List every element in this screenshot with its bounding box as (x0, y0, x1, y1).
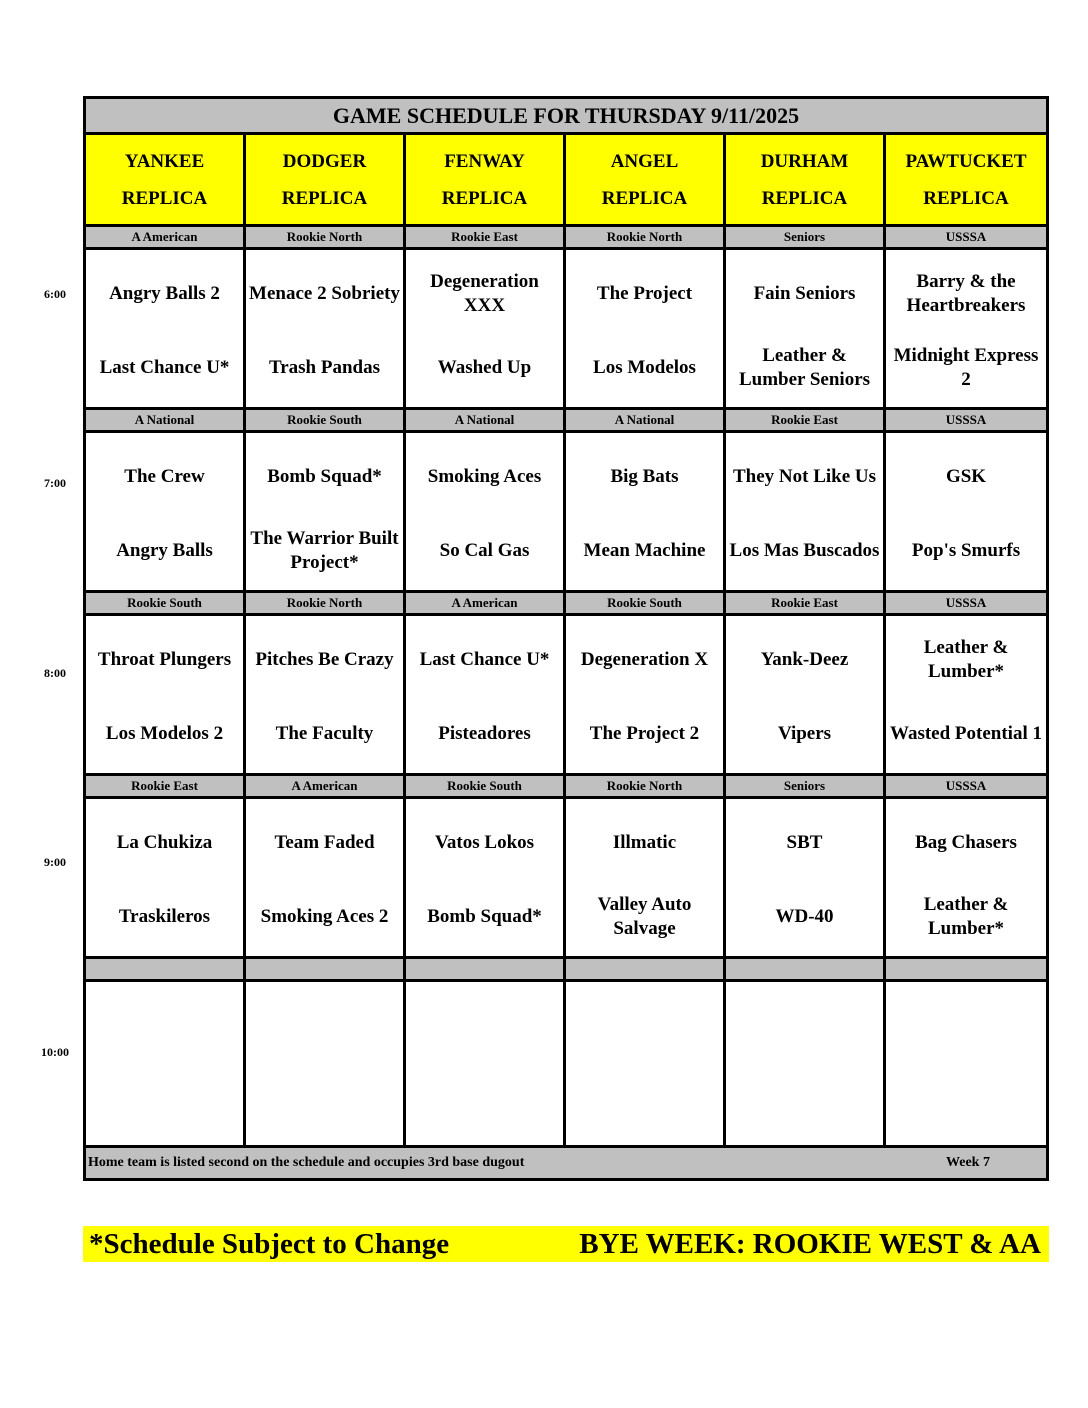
field-subtitle: REPLICA (281, 187, 368, 209)
division-label: Rookie South (406, 776, 566, 799)
week-label: Week 7 (946, 1155, 990, 1170)
game-cell (86, 433, 246, 593)
division-label: Rookie North (566, 776, 726, 799)
time-label: 9:00 (44, 855, 66, 869)
division-label: Rookie East (726, 410, 886, 433)
away-team: Menace 2 Sobriety (249, 283, 400, 304)
away-team: SBT (786, 832, 823, 853)
division-label: USSSA (886, 410, 1046, 433)
game-cell (86, 982, 246, 1148)
home-team: Vipers (777, 723, 832, 744)
schedule-footer (86, 1148, 1046, 1178)
away-team: Degeneration X (580, 649, 709, 670)
field-name: ANGEL (610, 150, 679, 172)
division-label: A American (246, 776, 406, 799)
home-team: Angry Balls (116, 540, 213, 561)
away-team: Vatos Lokos (434, 832, 535, 853)
away-team: Bomb Squad* (267, 466, 382, 487)
field-subtitle: REPLICA (121, 187, 208, 209)
field-header (566, 135, 726, 227)
away-team: Barry & the Heartbreakers (906, 271, 1026, 316)
field-subtitle: REPLICA (923, 187, 1009, 209)
away-team: Illmatic (612, 832, 677, 853)
away-team: They Not Like Us (732, 466, 877, 487)
game-cell (566, 433, 726, 593)
game-cell (566, 616, 726, 776)
home-team: Trash Pandas (268, 357, 381, 378)
home-team: Los Modelos 2 (105, 723, 224, 744)
home-team: Wasted Potential 1 (890, 723, 1042, 744)
time-label: 8:00 (44, 666, 66, 680)
division-label (406, 959, 566, 982)
division-label: A National (86, 410, 246, 433)
time-label: 6:00 (44, 287, 66, 301)
time-label: 7:00 (44, 476, 66, 490)
home-team: Smoking Aces 2 (260, 906, 389, 927)
home-team (643, 1077, 647, 1135)
field-name: PAWTUCKET (905, 150, 1027, 172)
notice-banner (83, 1226, 1049, 1262)
division-label: Rookie South (246, 410, 406, 433)
game-cell (886, 982, 1046, 1148)
division-label (566, 959, 726, 982)
schedule-table (83, 96, 1049, 1181)
home-team: The Warrior Built Project* (250, 528, 399, 573)
division-label: Rookie East (406, 227, 566, 250)
division-label (246, 959, 406, 982)
division-label: A National (406, 410, 566, 433)
away-team (483, 997, 487, 1055)
away-team (964, 997, 968, 1055)
home-team: The Faculty (275, 723, 374, 744)
game-cell (246, 799, 406, 959)
away-team: Throat Plungers (97, 649, 232, 670)
home-team (163, 1077, 167, 1135)
division-label (886, 959, 1046, 982)
schedule-change-notice: *Schedule Subject to Change (89, 1228, 450, 1260)
home-team: Leather & Lumber Seniors (738, 345, 871, 390)
field-name: YANKEE (124, 150, 205, 172)
division-label: Rookie East (726, 593, 886, 616)
game-cell (726, 982, 886, 1148)
home-team: Valley Auto Salvage (597, 894, 692, 939)
division-label: Seniors (726, 227, 886, 250)
home-team: The Project 2 (589, 723, 700, 744)
game-cell (566, 982, 726, 1148)
game-cell (246, 250, 406, 410)
home-team-note: Home team is listed second on the schedule and occupies 3rd base dugout (88, 1155, 525, 1170)
bye-week-notice: BYE WEEK: ROOKIE WEST & AA (579, 1228, 1041, 1260)
division-label: Rookie North (246, 593, 406, 616)
game-cell (726, 433, 886, 593)
division-label: USSSA (886, 593, 1046, 616)
home-team (803, 1077, 807, 1135)
game-cell (246, 433, 406, 593)
home-team: Washed Up (437, 357, 532, 378)
home-team: Los Mas Buscados (729, 540, 880, 561)
game-cell (886, 250, 1046, 410)
game-cell (886, 799, 1046, 959)
field-subtitle: REPLICA (761, 187, 848, 209)
away-team: The Project (596, 283, 693, 304)
home-team: Pisteadores (438, 723, 531, 744)
field-name: DODGER (282, 150, 367, 172)
home-team: Traskileros (118, 906, 211, 927)
game-cell (566, 799, 726, 959)
division-label: Rookie South (566, 593, 726, 616)
home-team: Leather & Lumber* (923, 894, 1009, 939)
away-team: Smoking Aces (427, 466, 542, 487)
field-header (886, 135, 1046, 227)
division-label: USSSA (886, 776, 1046, 799)
game-cell (886, 433, 1046, 593)
field-name: DURHAM (760, 150, 849, 172)
division-label: A American (406, 593, 566, 616)
home-team (964, 1077, 968, 1135)
away-team: Team Faded (274, 832, 375, 853)
field-header (406, 135, 566, 227)
division-label: A American (86, 227, 246, 250)
away-team (323, 997, 327, 1055)
home-team (323, 1077, 327, 1135)
away-team: Angry Balls 2 (109, 283, 220, 304)
game-cell (86, 616, 246, 776)
game-cell (886, 616, 1046, 776)
game-cell (406, 616, 566, 776)
away-team: Big Bats (610, 466, 679, 487)
away-team: Degeneration XXX (430, 271, 539, 316)
game-cell (566, 250, 726, 410)
home-team: Bomb Squad* (427, 906, 542, 927)
away-team: Fain Seniors (753, 283, 856, 304)
division-label: Rookie North (566, 227, 726, 250)
home-team: So Cal Gas (439, 540, 530, 561)
game-cell (246, 616, 406, 776)
field-header (86, 135, 246, 227)
division-label: Seniors (726, 776, 886, 799)
schedule-title: GAME SCHEDULE FOR THURSDAY 9/11/2025 (86, 99, 1046, 135)
away-team: GSK (945, 466, 987, 487)
field-header (726, 135, 886, 227)
game-cell (406, 250, 566, 410)
home-team: Midnight Express 2 (893, 345, 1039, 390)
home-team: WD-40 (775, 906, 834, 927)
away-team: Leather & Lumber* (923, 637, 1009, 682)
game-cell (406, 982, 566, 1148)
away-team (803, 997, 807, 1055)
away-team: Yank-Deez (760, 649, 849, 670)
away-team: La Chukiza (116, 832, 213, 853)
home-team (483, 1077, 487, 1135)
game-cell (246, 982, 406, 1148)
game-cell (726, 250, 886, 410)
game-cell (86, 799, 246, 959)
home-team: Mean Machine (583, 540, 706, 561)
away-team: Pitches Be Crazy (255, 649, 394, 670)
division-label: A National (566, 410, 726, 433)
field-name: FENWAY (444, 150, 525, 172)
division-label (86, 959, 246, 982)
field-header (246, 135, 406, 227)
field-subtitle: REPLICA (601, 187, 688, 209)
away-team (643, 997, 647, 1055)
division-label (726, 959, 886, 982)
game-cell (406, 799, 566, 959)
game-cell (86, 250, 246, 410)
away-team (163, 997, 167, 1055)
home-team: Los Modelos (593, 357, 696, 378)
away-team: The Crew (124, 466, 205, 487)
game-cell (406, 433, 566, 593)
division-label: USSSA (886, 227, 1046, 250)
division-label: Rookie East (86, 776, 246, 799)
home-team: Last Chance U* (99, 357, 230, 378)
division-label: Rookie South (86, 593, 246, 616)
field-subtitle: REPLICA (441, 187, 528, 209)
time-label: 10:00 (41, 1045, 69, 1059)
game-cell (726, 799, 886, 959)
away-team: Bag Chasers (915, 832, 1017, 853)
game-cell (726, 616, 886, 776)
home-team: Pop's Smurfs (911, 540, 1021, 561)
away-team: Last Chance U* (419, 649, 550, 670)
division-label: Rookie North (246, 227, 406, 250)
